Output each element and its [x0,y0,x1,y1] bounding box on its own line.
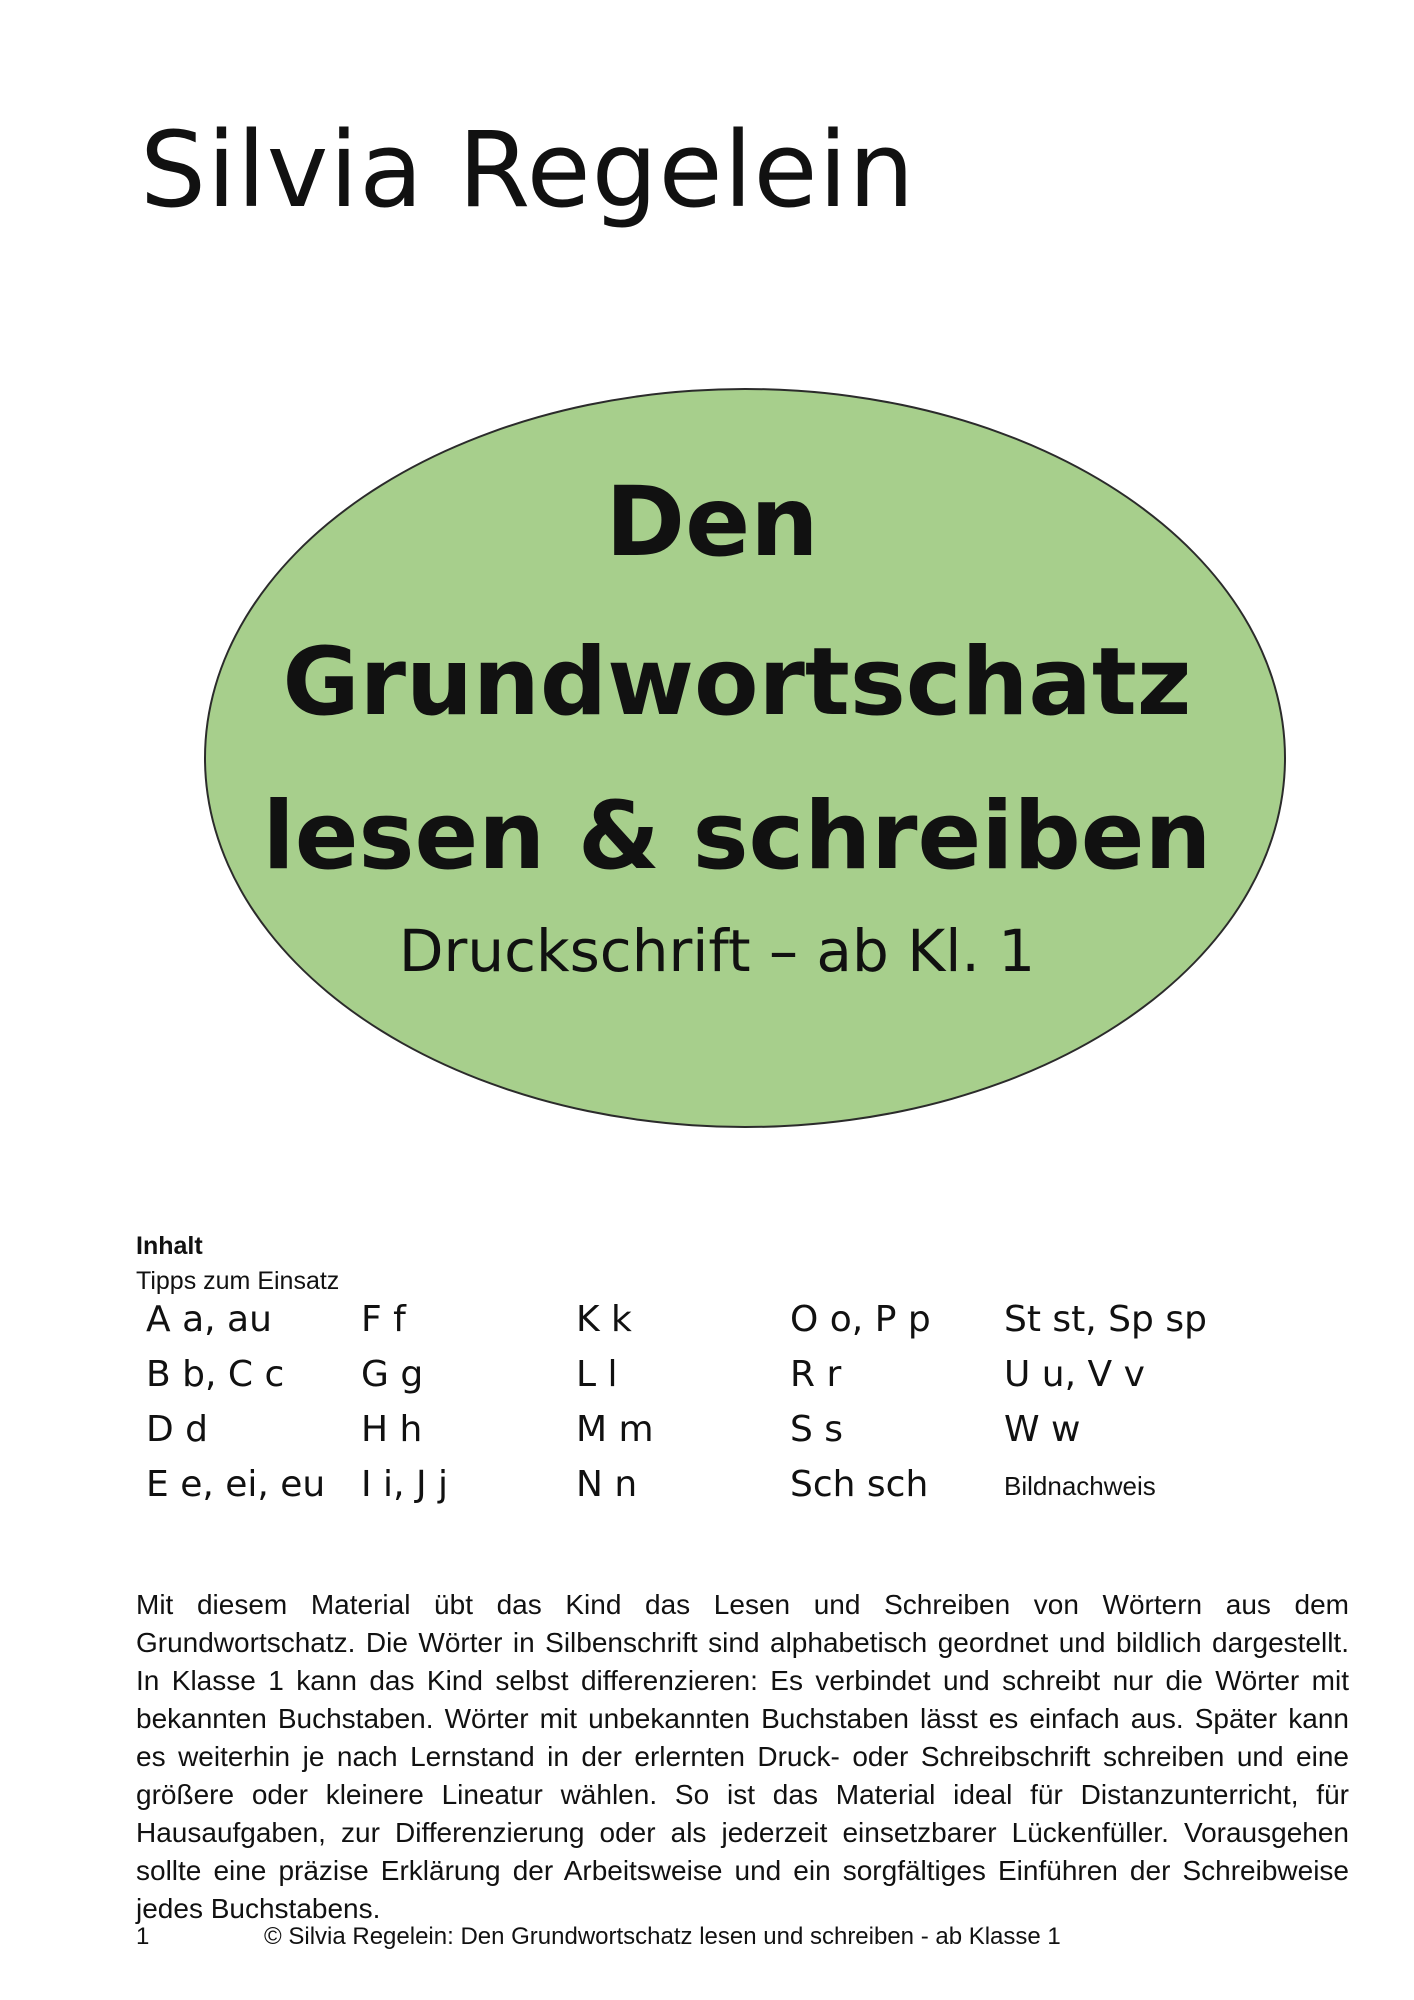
contents-item: U u, V v [1004,1354,1145,1395]
contents-item: St st, Sp sp [1004,1299,1207,1340]
contents-item: E e, ei, eu [146,1464,326,1505]
contents-item: S s [790,1409,844,1450]
contents-item: I i, J j [361,1464,449,1505]
contents-grid [146,1299,1276,1522]
contents-item: G g [361,1354,424,1395]
contents-item: N n [576,1464,638,1505]
contents-item: F f [361,1299,406,1340]
footer-copyright: © Silvia Regelein: Den Grundwortschatz lesen und schreiben - ab Klasse 1 [264,1923,1061,1950]
page-number: 1 [136,1923,150,1950]
title-line-1: Den [605,466,819,578]
contents-item: L l [576,1354,618,1395]
contents-heading: Inhalt [136,1232,203,1260]
contents-item: D d [146,1409,209,1450]
title-line-3: lesen & schreiben [262,782,1212,891]
contents-item: O o, P p [790,1299,931,1340]
contents-item: R r [790,1354,842,1395]
contents-item: H h [361,1409,423,1450]
contents-item: Sch sch [790,1464,929,1505]
contents-item: W w [1004,1409,1081,1450]
title-line-2: Grundwortschatz [282,628,1192,737]
contents-item: M m [576,1409,654,1450]
contents-item: A a, au [146,1299,272,1340]
contents-item-picture-credits: Bildnachweis [1004,1471,1156,1501]
contents-item: B b, C c [146,1354,285,1395]
author-name: Silvia Regelein [140,109,916,231]
contents-item-tips: Tipps zum Einsatz [136,1267,340,1295]
intro-paragraph: Mit diesem Material übt das Kind das Lesen und Schreiben von Wörtern aus dem Grundwortschatz. Die Wörter in Silbenschrift sind alphabetisch geordnet und bildlich dargestellt. In Klasse 1 kann das Kind selbst differenzieren: Es verbindet und schreibt nur die Wörter mit bekannten Buchstaben. Wörter mit unbekannten Buchstaben lässt es einfach aus. Später kann es weiterhin je nach Lernstand in der erlernten Druck- oder Schreibschrift schreiben und eine größere oder kleinere Lineatur wählen. So ist das Material ideal für Distanzunterricht, für Hausaufgaben, zur Differenzierung oder als jederzeit einsetzbarer Lückenfüller. Vorausgehen sollte eine präzise Erklärung der Arbeitsweise und ein sorgfältiges Einführen der Schreibweise jedes Buchstabens. [136,1589,1349,1924]
subtitle: Druckschrift – ab Kl. 1 [398,917,1036,985]
contents-item: K k [576,1299,632,1340]
